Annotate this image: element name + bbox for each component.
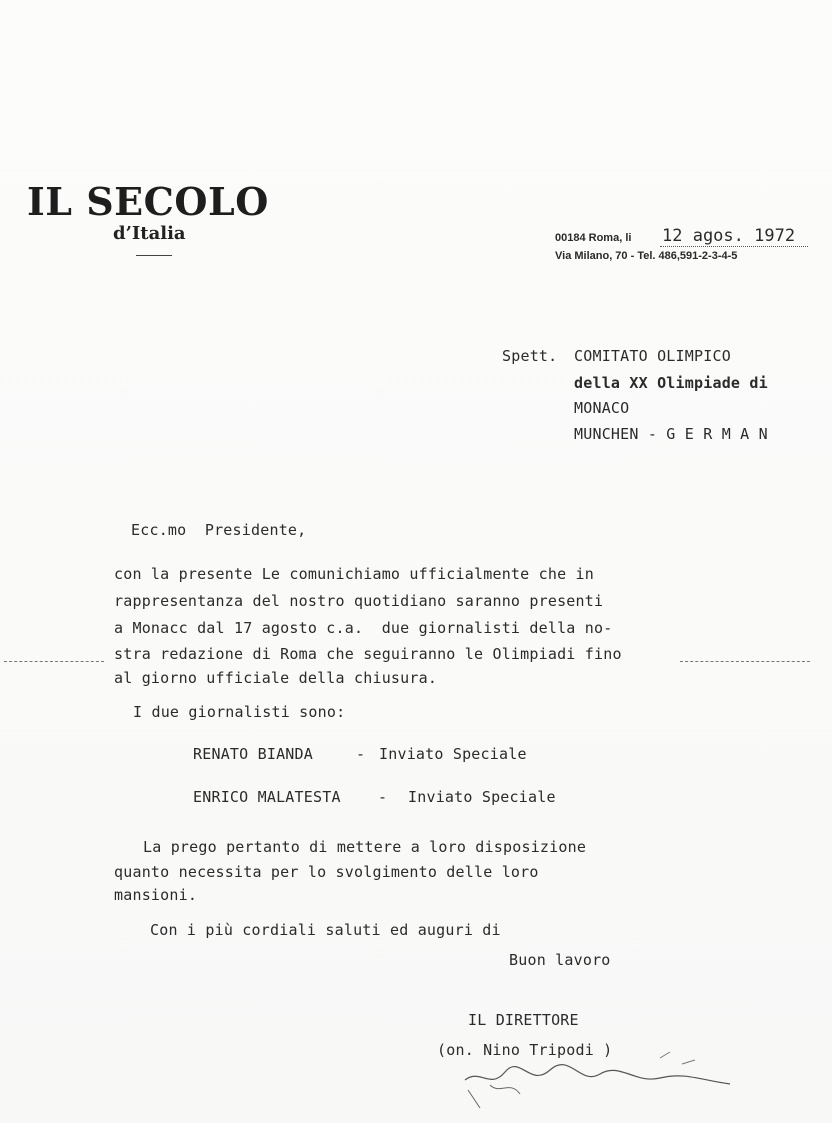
letterhead-address: Via Milano, 70 - Tel. 486,591-2-3-4-5 bbox=[555, 250, 738, 262]
paragraph-1-line: stra redazione di Roma che seguiranno le Olimpiadi fino bbox=[114, 645, 622, 663]
paragraph-2-line: quanto necessita per lo svolgimento delle loro bbox=[114, 863, 539, 881]
fold-mark-left bbox=[4, 661, 104, 662]
paragraph-1-line: al giorno ufficiale della chiusura. bbox=[114, 669, 438, 687]
newspaper-subtitle: d’Italia bbox=[113, 223, 186, 244]
closing-line: Con i più cordiali saluti ed auguri di bbox=[150, 921, 501, 939]
handwritten-signature bbox=[460, 1050, 740, 1110]
newspaper-title: IL SECOLO bbox=[27, 179, 269, 224]
recipient-prefix: Spett. bbox=[502, 347, 558, 365]
journalist-dash: - bbox=[356, 745, 366, 763]
letter-date: 12 agos. 1972 bbox=[662, 226, 796, 246]
recipient-line-4: MUNCHEN - G E R M A N bbox=[574, 425, 768, 443]
recipient-line-2: della XX Olimpiade di bbox=[574, 374, 768, 392]
journalist-name: ENRICO MALATESTA bbox=[193, 788, 341, 806]
salutation: Ecc.mo Presidente, bbox=[131, 521, 307, 539]
closing-line-2: Buon lavoro bbox=[509, 951, 611, 969]
signatory-name: (on. Nino Tripodi ) bbox=[437, 1041, 613, 1059]
paragraph-1-line: rappresentanza del nostro quotidiano saranno presenti bbox=[114, 592, 604, 610]
journalists-intro: I due giornalisti sono: bbox=[133, 703, 346, 721]
paragraph-1-line: a Monacc dal 17 agosto c.a. due giornalisti della no- bbox=[114, 619, 613, 637]
journalist-role: Inviato Speciale bbox=[379, 745, 527, 763]
paragraph-2-line: mansioni. bbox=[114, 886, 198, 904]
recipient-line-1: COMITATO OLIMPICO bbox=[574, 347, 731, 365]
journalist-dash: - bbox=[378, 788, 388, 806]
masthead-rule bbox=[136, 255, 172, 256]
signatory-title: IL DIRETTORE bbox=[468, 1011, 579, 1029]
place-prefix: 00184 Roma, li bbox=[555, 232, 632, 244]
journalist-role: Inviato Speciale bbox=[408, 788, 556, 806]
journalist-name: RENATO BIANDA bbox=[193, 745, 313, 763]
fold-mark-right bbox=[680, 661, 810, 662]
date-underline bbox=[660, 246, 808, 247]
recipient-line-3: MONACO bbox=[574, 399, 630, 417]
paragraph-2-line: La prego pertanto di mettere a loro disposizione bbox=[143, 838, 587, 856]
paragraph-1-line: con la presente Le comunichiamo ufficialmente che in bbox=[114, 565, 594, 583]
